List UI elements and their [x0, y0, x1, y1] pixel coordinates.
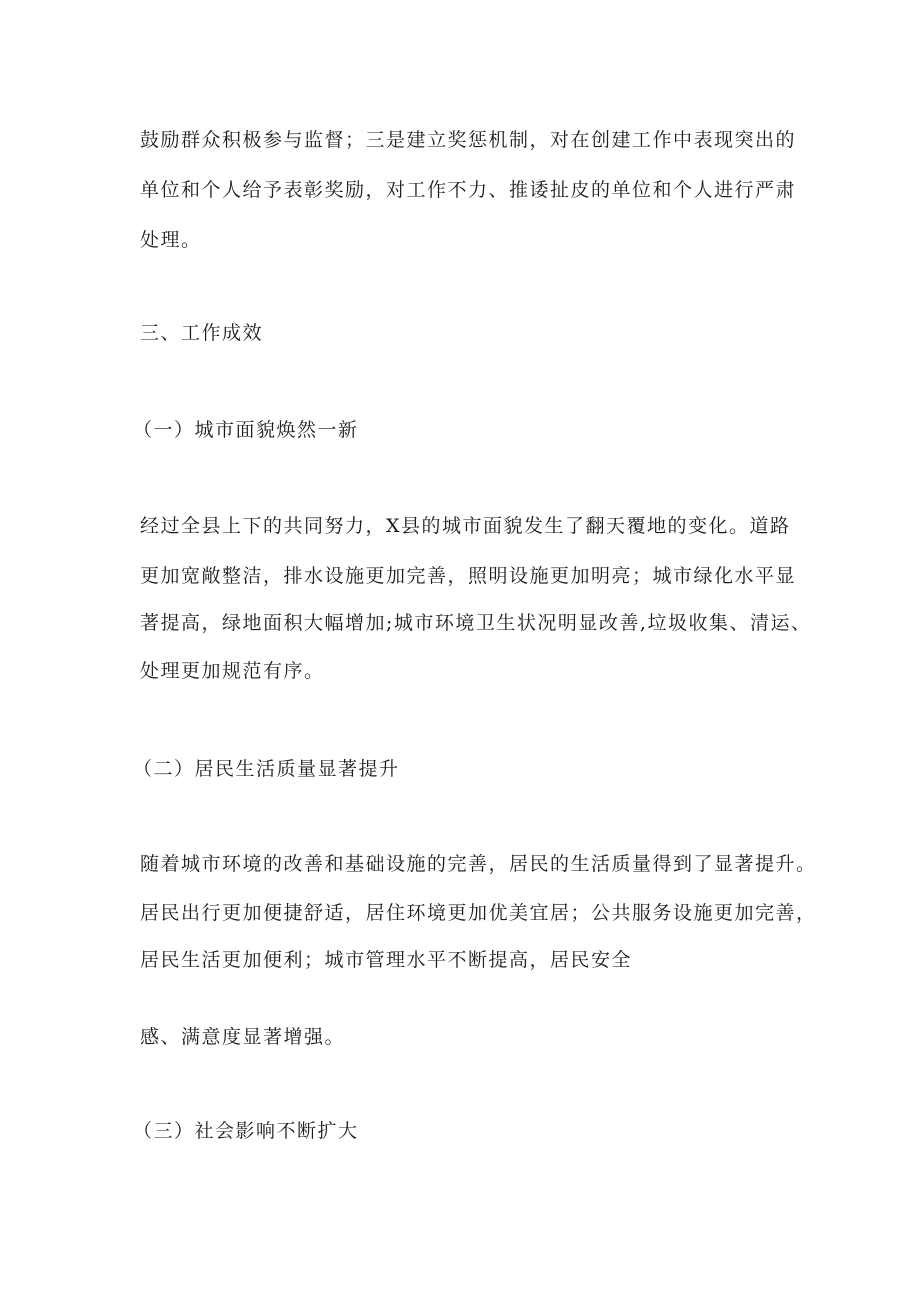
subsection-heading: （三）社会影响不断扩大: [133, 1120, 359, 1142]
paragraph-line: 居民出行更加便捷舒适，居住环境更加优美宜居；公共服务设施更加完善，: [140, 902, 817, 924]
section-heading: 三、工作成效: [140, 322, 264, 344]
paragraph-line: 感、满意度显著增强。: [140, 1026, 346, 1048]
paragraph-line: 居民生活更加便利；城市管理水平不断提高，居民安全: [140, 949, 633, 971]
paragraph-line: 经过全县上下的共同努力，X县的城市面貌发生了翻天覆地的变化。道路: [140, 515, 791, 537]
subsection-heading: （一）城市面貌焕然一新: [133, 419, 359, 441]
paragraph-line: 处理更加规范有序。: [140, 660, 325, 682]
paragraph-line: 著提高，绿地面积大幅增加;城市环境卫生状况明显改善,垃圾收集、清运、: [140, 612, 812, 634]
paragraph-line: 随着城市环境的改善和基础设施的完善，居民的生活质量得到了显著提升。: [140, 853, 817, 875]
paragraph-line: 单位和个人给予表彰奖励，对工作不力、推诿扯皮的单位和个人进行严肃: [140, 179, 797, 201]
paragraph-line: 鼓励群众积极参与监督；三是建立奖惩机制，对在创建工作中表现突出的: [140, 129, 797, 151]
subsection-heading: （二）居民生活质量显著提升: [133, 758, 400, 780]
paragraph-line: 处理。: [140, 229, 202, 251]
paragraph-line: 更加宽敞整洁，排水设施更加完善，照明设施更加明亮；城市绿化水平显: [140, 565, 797, 587]
